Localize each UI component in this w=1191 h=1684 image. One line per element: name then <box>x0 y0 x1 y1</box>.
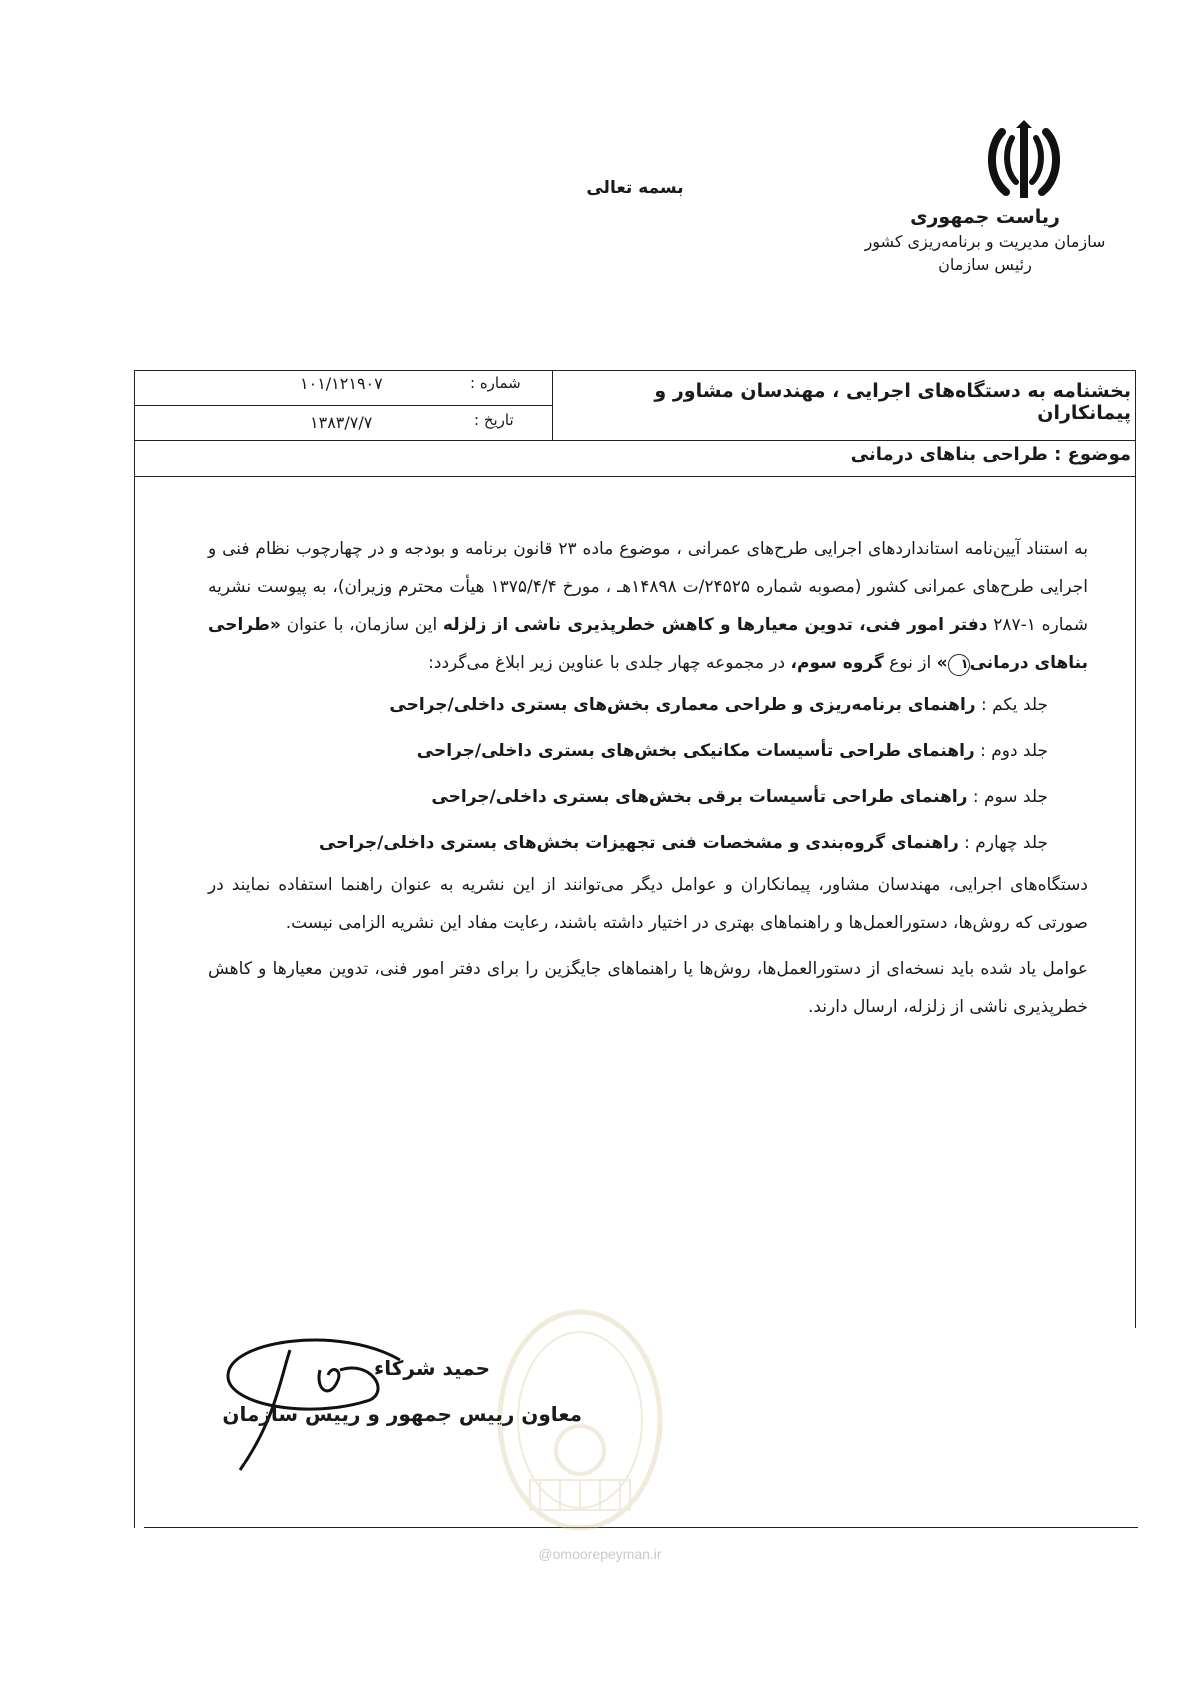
volume-item <box>208 820 1088 866</box>
paragraph-text-bold: گروه سوم، <box>790 653 884 673</box>
addressee: بخشنامه به دستگاه‌های اجرایی ، مهندسان مشاور و پیمانکاران <box>654 380 1131 424</box>
publication-title: «طراحی بناهای درمانی <box>208 615 1088 673</box>
watermark-text: @omoorepeyman.ir <box>538 1546 662 1562</box>
number-value: ۱۰۱/۱۲۱۹۰۷ <box>300 374 383 393</box>
frame-line <box>134 370 1136 371</box>
date-label: تاریخ : <box>474 411 514 429</box>
paragraph-1 <box>208 530 1088 682</box>
volume-item <box>208 728 1088 774</box>
number-label: شماره : <box>470 374 521 392</box>
publication-title-close: » <box>936 653 948 673</box>
paragraph-text: به استناد آیین‌نامه استانداردهای اجرایی طرح‌های عمرانی ، موضوع ماده ۲۳ قانون برنامه و بودجه و در چهارچوب نظام فنی و اجرایی طرح‌های عمرانی کشور (مصوبه شماره ۲۴۵۲۵/ت ۱۴۸۹۸هـ ، مورخ ۱۳۷۵/۴/۴ هیأت محترم وزیران)، به پیوست نشریه شماره ۱-۲۸۷ <box>208 539 1089 635</box>
invocation: بسمه تعالی <box>586 178 684 198</box>
frame-line <box>134 370 135 1528</box>
volume-title: راهنمای طراحی تأسیسات برقی بخش‌های بستری داخلی/جراحی <box>431 787 968 807</box>
volume-prefix: جلد سوم : <box>972 787 1048 807</box>
paragraph-text: این سازمان، با عنوان <box>286 615 438 635</box>
paragraph-3: عوامل یاد شده باید نسخه‌ای از دستورالعمل‌ها، روش‌ها یا راهنماهای جایگزین را برای دفتر امور فنی، تدوین معیارها و کاهش خطرپذیری ناشی از زلزله، ارسال دارند. <box>208 959 1088 1017</box>
emblem-icon <box>980 118 1068 206</box>
subject-line: موضوع : طراحی بناهای درمانی <box>850 444 1131 465</box>
letterhead <box>855 206 1115 274</box>
volume-title: راهنمای طراحی تأسیسات مکانیکی بخش‌های بستری داخلی/جراحی <box>416 741 975 761</box>
frame-line <box>1135 370 1136 1328</box>
volume-prefix: جلد چهارم : <box>964 833 1048 853</box>
frame-line <box>134 440 1136 441</box>
volume-item <box>208 682 1088 728</box>
letter-body <box>208 530 1088 1026</box>
org-line-3: رئیس سازمان <box>938 255 1032 274</box>
signatory-title: معاون رییس جمهور و رییس سازمان <box>222 1402 582 1426</box>
volume-title: راهنمای گروه‌بندی و مشخصات فنی تجهیزات بخش‌های بستری داخلی/جراحی <box>319 833 959 853</box>
paragraph-text-bold: دفتر امور فنی، تدوین معیارها و کاهش خطرپذیری ناشی از زلزله <box>442 615 988 635</box>
volume-prefix: جلد دوم : <box>980 741 1048 761</box>
circled-number: ۱ <box>948 654 970 676</box>
frame-line <box>552 370 553 440</box>
paragraph-text: از نوع <box>889 653 932 673</box>
org-line-1: ریاست جمهوری <box>910 206 1060 228</box>
paragraph-text: در مجموعه چهار جلدی با عناوین زیر ابلاغ می‌گردد: <box>428 653 786 673</box>
volume-prefix: جلد یکم : <box>980 695 1048 715</box>
date-value: ۱۳۸۳/۷/۷ <box>310 413 373 432</box>
volume-title: راهنمای برنامه‌ریزی و طراحی معماری بخش‌های بستری داخلی/جراحی <box>389 695 976 715</box>
volume-item <box>208 774 1088 820</box>
frame-line <box>134 405 552 406</box>
org-line-2: سازمان مدیریت و برنامه‌ریزی کشور <box>864 232 1106 251</box>
signatory-name: حمید شرکاء <box>374 1356 490 1380</box>
frame-line <box>134 476 1136 477</box>
paragraph-2: دستگاه‌های اجرایی، مهندسان مشاور، پیمانکاران و عوامل دیگر می‌توانند از این نشریه به عنوان راهنما استفاده نمایند در صورتی که روش‌ها، دستورالعمل‌ها و راهنماهای بهتری در اختیار داشته باشند، رعایت مفاد این نشریه الزامی نیست. <box>208 875 1088 933</box>
volume-list <box>208 682 1088 866</box>
